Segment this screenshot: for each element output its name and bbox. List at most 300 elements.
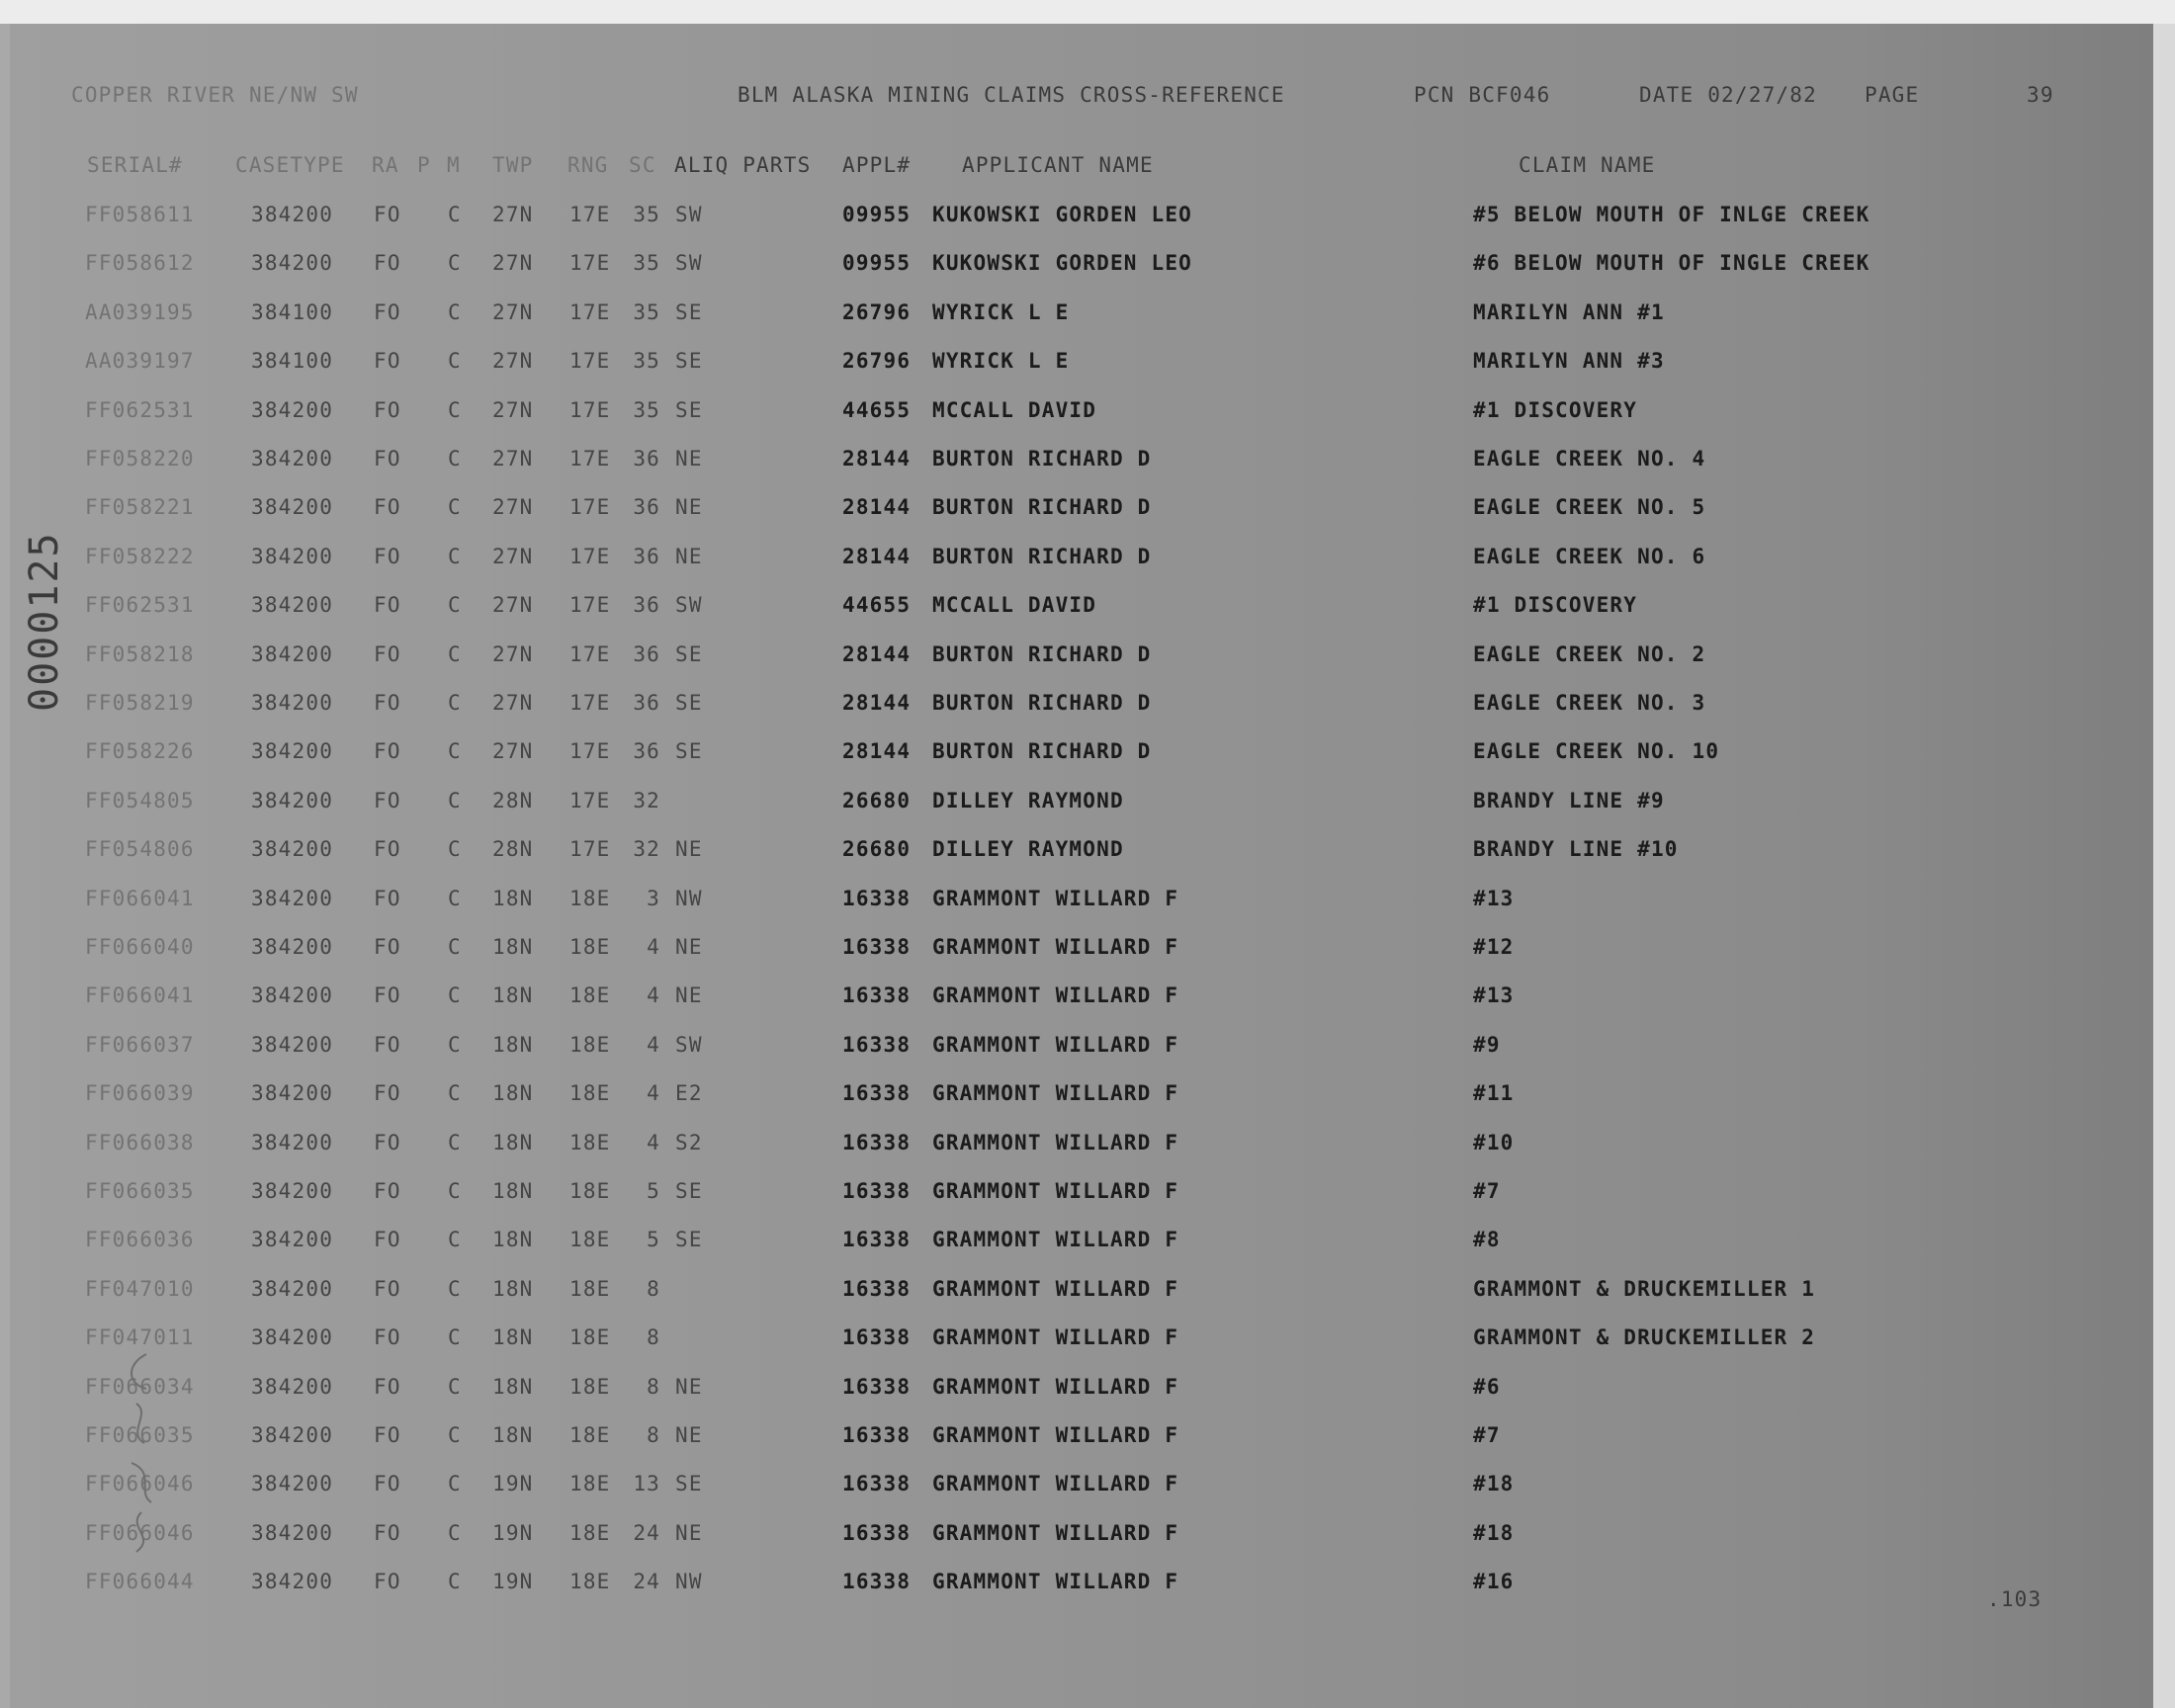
col-twp: TWP [492, 153, 534, 177]
cell-applicant: GRAMMONT WILLARD F [932, 1081, 1179, 1106]
cell-twp: 18N [492, 1179, 534, 1203]
cell-serial: FF058611 [85, 203, 195, 226]
cell-aliq: NW [675, 1570, 703, 1594]
cell-aliq: SW [675, 251, 703, 276]
cell-rng: 18E [569, 886, 611, 910]
cell-m: C [448, 739, 462, 764]
cell-claim: #9 [1473, 1032, 1501, 1057]
col-rng: RNG [567, 153, 609, 177]
cell-ra: FO [374, 1423, 401, 1447]
cell-twp: 27N [492, 691, 534, 715]
cell-applicant: BURTON RICHARD D [932, 691, 1152, 715]
cell-m: C [448, 788, 462, 812]
cell-aliq: SE [675, 739, 703, 764]
cell-m: C [448, 299, 462, 324]
cell-m: C [448, 1520, 462, 1545]
cell-casetype: 384200 [251, 983, 334, 1008]
report-date: DATE 02/27/82 [1639, 83, 1817, 107]
cell-m: C [448, 447, 462, 470]
cell-casetype: 384100 [251, 349, 334, 374]
cell-m: C [448, 1179, 462, 1203]
cell-twp: 18N [492, 1374, 534, 1399]
cell-serial: FF062531 [85, 593, 195, 618]
cell-rng: 17E [569, 593, 611, 618]
cell-serial: FF066041 [85, 886, 195, 910]
cell-ra: FO [374, 1520, 401, 1545]
cell-casetype: 384200 [251, 495, 334, 520]
cell-appl: 28144 [842, 739, 912, 764]
cell-twp: 18N [492, 1081, 534, 1106]
cell-serial: FF066035 [85, 1179, 195, 1203]
cell-appl: 26680 [842, 837, 912, 862]
cell-serial: FF066044 [85, 1570, 195, 1594]
cell-casetype: 384200 [251, 739, 334, 764]
cell-serial: AA039195 [85, 299, 195, 324]
cell-appl: 28144 [842, 641, 912, 666]
cell-claim: EAGLE CREEK NO. 3 [1473, 691, 1706, 715]
cell-serial: FF066038 [85, 1130, 195, 1154]
footer-code: .103 [1987, 1587, 2043, 1611]
cell-casetype: 384200 [251, 203, 334, 226]
cell-applicant: DILLEY RAYMOND [932, 788, 1124, 812]
cell-sc: 35 [633, 397, 660, 422]
cell-twp: 18N [492, 886, 534, 910]
cell-casetype: 384200 [251, 1276, 334, 1301]
cell-appl: 16338 [842, 1130, 912, 1154]
cell-sc: 4 [647, 935, 660, 959]
cell-applicant: GRAMMONT WILLARD F [932, 1570, 1179, 1594]
cell-appl: 16338 [842, 1179, 912, 1203]
cell-twp: 28N [492, 837, 534, 862]
cell-ra: FO [374, 1081, 401, 1106]
cell-ra: FO [374, 1472, 401, 1496]
col-applicant: APPLICANT NAME [962, 153, 1154, 177]
cell-claim: #16 [1473, 1570, 1515, 1594]
cell-m: C [448, 935, 462, 959]
cell-claim: #1 DISCOVERY [1473, 397, 1638, 422]
cell-claim: EAGLE CREEK NO. 2 [1473, 641, 1706, 666]
cell-twp: 27N [492, 203, 534, 226]
cell-m: C [448, 1228, 462, 1252]
cell-aliq: SE [675, 691, 703, 715]
cell-applicant: DILLEY RAYMOND [932, 837, 1124, 862]
cell-casetype: 384200 [251, 641, 334, 666]
cell-applicant: BURTON RICHARD D [932, 641, 1152, 666]
cell-m: C [448, 983, 462, 1008]
cell-sc: 36 [633, 641, 660, 666]
cell-serial: FF062531 [85, 397, 195, 422]
cell-rng: 17E [569, 837, 611, 862]
cell-twp: 28N [492, 788, 534, 812]
cell-rng: 17E [569, 691, 611, 715]
cell-appl: 16338 [842, 1570, 912, 1594]
cell-rng: 18E [569, 983, 611, 1008]
cell-ra: FO [374, 691, 401, 715]
cell-ra: FO [374, 983, 401, 1008]
cell-casetype: 384200 [251, 837, 334, 862]
cell-ra: FO [374, 299, 401, 324]
cell-casetype: 384200 [251, 1130, 334, 1154]
cell-casetype: 384200 [251, 1570, 334, 1594]
cell-ra: FO [374, 1374, 401, 1399]
right-edge [2153, 24, 2175, 1708]
cell-m: C [448, 349, 462, 374]
cell-twp: 18N [492, 983, 534, 1008]
cell-rng: 18E [569, 1130, 611, 1154]
cell-aliq: NE [675, 544, 703, 568]
cell-serial: FF066034 [85, 1374, 195, 1399]
cell-sc: 35 [633, 349, 660, 374]
cell-twp: 18N [492, 1228, 534, 1252]
cell-rng: 18E [569, 935, 611, 959]
cell-m: C [448, 495, 462, 520]
cell-applicant: GRAMMONT WILLARD F [932, 1325, 1179, 1350]
cell-twp: 18N [492, 1276, 534, 1301]
cell-claim: MARILYN ANN #1 [1473, 299, 1665, 324]
cell-ra: FO [374, 788, 401, 812]
cell-claim: #1 DISCOVERY [1473, 593, 1638, 618]
cell-casetype: 384200 [251, 1423, 334, 1447]
cell-claim: BRANDY LINE #10 [1473, 837, 1679, 862]
cell-ra: FO [374, 1032, 401, 1057]
cell-casetype: 384200 [251, 1374, 334, 1399]
cell-rng: 17E [569, 349, 611, 374]
cell-m: C [448, 1130, 462, 1154]
cell-twp: 27N [492, 593, 534, 618]
cell-claim: #8 [1473, 1228, 1501, 1252]
cell-sc: 4 [647, 1032, 660, 1057]
cell-claim: EAGLE CREEK NO. 5 [1473, 495, 1706, 520]
cell-ra: FO [374, 641, 401, 666]
cell-appl: 28144 [842, 691, 912, 715]
col-claim: CLAIM NAME [1519, 153, 1656, 177]
cell-rng: 17E [569, 251, 611, 276]
cell-serial: FF066035 [85, 1423, 195, 1447]
cell-applicant: GRAMMONT WILLARD F [932, 1374, 1179, 1399]
cell-appl: 44655 [842, 397, 912, 422]
cell-m: C [448, 1472, 462, 1496]
district-label: COPPER RIVER NE/NW SW [71, 83, 359, 107]
cell-applicant: GRAMMONT WILLARD F [932, 1228, 1179, 1252]
cell-sc: 4 [647, 983, 660, 1008]
cell-aliq: NW [675, 886, 703, 910]
cell-sc: 35 [633, 251, 660, 276]
cell-rng: 18E [569, 1228, 611, 1252]
cell-appl: 16338 [842, 1325, 912, 1350]
cell-applicant: GRAMMONT WILLARD F [932, 1276, 1179, 1301]
cell-appl: 16338 [842, 1032, 912, 1057]
cell-m: C [448, 1325, 462, 1350]
cell-applicant: MCCALL DAVID [932, 593, 1097, 618]
cell-applicant: GRAMMONT WILLARD F [932, 1032, 1179, 1057]
cell-aliq: NE [675, 1374, 703, 1399]
cell-m: C [448, 1032, 462, 1057]
cell-casetype: 384200 [251, 447, 334, 470]
cell-ra: FO [374, 1130, 401, 1154]
cell-applicant: GRAMMONT WILLARD F [932, 1130, 1179, 1154]
col-appl: APPL# [842, 153, 912, 177]
cell-ra: FO [374, 495, 401, 520]
cell-sc: 5 [647, 1228, 660, 1252]
cell-appl: 28144 [842, 447, 912, 470]
cell-claim: GRAMMONT & DRUCKEMILLER 2 [1473, 1325, 1816, 1350]
cell-sc: 24 [633, 1520, 660, 1545]
cell-applicant: GRAMMONT WILLARD F [932, 983, 1179, 1008]
cell-m: C [448, 1570, 462, 1594]
cell-rng: 18E [569, 1032, 611, 1057]
cell-serial: AA039197 [85, 349, 195, 374]
cell-casetype: 384200 [251, 251, 334, 276]
cell-casetype: 384200 [251, 788, 334, 812]
cell-appl: 26680 [842, 788, 912, 812]
cell-sc: 4 [647, 1081, 660, 1106]
cell-casetype: 384200 [251, 593, 334, 618]
cell-rng: 18E [569, 1374, 611, 1399]
cell-applicant: WYRICK L E [932, 349, 1070, 374]
cell-sc: 36 [633, 495, 660, 520]
cell-sc: 13 [633, 1472, 660, 1496]
col-sc: SC [629, 153, 656, 177]
cell-casetype: 384200 [251, 1325, 334, 1350]
cell-aliq: NE [675, 935, 703, 959]
cell-twp: 27N [492, 447, 534, 470]
cell-appl: 28144 [842, 544, 912, 568]
cell-applicant: GRAMMONT WILLARD F [932, 1423, 1179, 1447]
cell-applicant: WYRICK L E [932, 299, 1070, 324]
page-label: PAGE [1865, 83, 1920, 107]
cell-rng: 17E [569, 544, 611, 568]
cell-casetype: 384200 [251, 1472, 334, 1496]
cell-twp: 18N [492, 1325, 534, 1350]
cell-casetype: 384200 [251, 1228, 334, 1252]
cell-sc: 8 [647, 1276, 660, 1301]
cell-m: C [448, 1276, 462, 1301]
cell-serial: FF066041 [85, 983, 195, 1008]
cell-ra: FO [374, 397, 401, 422]
cell-aliq: SE [675, 641, 703, 666]
cell-sc: 8 [647, 1423, 660, 1447]
cell-aliq: E2 [675, 1081, 703, 1106]
cell-rng: 17E [569, 447, 611, 470]
cell-sc: 36 [633, 593, 660, 618]
cell-twp: 19N [492, 1520, 534, 1545]
cell-ra: FO [374, 1325, 401, 1350]
cell-sc: 32 [633, 837, 660, 862]
cell-appl: 44655 [842, 593, 912, 618]
cell-appl: 16338 [842, 1081, 912, 1106]
cell-aliq: NE [675, 983, 703, 1008]
cell-applicant: MCCALL DAVID [932, 397, 1097, 422]
cell-sc: 3 [647, 886, 660, 910]
cell-serial: FF058218 [85, 641, 195, 666]
cell-applicant: GRAMMONT WILLARD F [932, 1179, 1179, 1203]
cell-aliq: SW [675, 593, 703, 618]
cell-applicant: KUKOWSKI GORDEN LEO [932, 203, 1193, 226]
cell-twp: 27N [492, 544, 534, 568]
cell-ra: FO [374, 1228, 401, 1252]
cell-appl: 09955 [842, 203, 912, 226]
cell-sc: 8 [647, 1374, 660, 1399]
cell-sc: 35 [633, 299, 660, 324]
cell-twp: 18N [492, 935, 534, 959]
cell-appl: 16338 [842, 1276, 912, 1301]
cell-applicant: BURTON RICHARD D [932, 495, 1152, 520]
cell-sc: 36 [633, 447, 660, 470]
cell-sc: 36 [633, 544, 660, 568]
cell-twp: 27N [492, 641, 534, 666]
cell-appl: 16338 [842, 1520, 912, 1545]
cell-claim: #13 [1473, 886, 1515, 910]
cell-aliq: SW [675, 203, 703, 226]
cell-ra: FO [374, 544, 401, 568]
cell-rng: 18E [569, 1423, 611, 1447]
cell-claim: EAGLE CREEK NO. 4 [1473, 447, 1706, 470]
cell-serial: FF054805 [85, 788, 195, 812]
cell-aliq: NE [675, 1423, 703, 1447]
cell-casetype: 384200 [251, 1032, 334, 1057]
cell-m: C [448, 397, 462, 422]
cell-serial: FF047010 [85, 1276, 195, 1301]
cell-serial: FF058220 [85, 447, 195, 470]
cell-claim: #6 [1473, 1374, 1501, 1399]
cell-m: C [448, 544, 462, 568]
pcn-label: PCN BCF046 [1414, 83, 1551, 107]
cell-claim: MARILYN ANN #3 [1473, 349, 1665, 374]
cell-aliq: NE [675, 495, 703, 520]
cell-casetype: 384200 [251, 935, 334, 959]
col-m: M [447, 153, 461, 177]
page-number: 39 [2027, 83, 2054, 107]
cell-serial: FF054806 [85, 837, 195, 862]
cell-rng: 18E [569, 1325, 611, 1350]
cell-casetype: 384200 [251, 691, 334, 715]
cell-claim: EAGLE CREEK NO. 10 [1473, 739, 1720, 764]
cell-appl: 26796 [842, 299, 912, 324]
cell-ra: FO [374, 1276, 401, 1301]
cell-claim: BRANDY LINE #9 [1473, 788, 1665, 812]
cell-ra: FO [374, 349, 401, 374]
cell-m: C [448, 1423, 462, 1447]
cell-casetype: 384200 [251, 1081, 334, 1106]
cell-appl: 16338 [842, 1374, 912, 1399]
cell-rng: 18E [569, 1570, 611, 1594]
cell-m: C [448, 691, 462, 715]
cell-aliq: NE [675, 837, 703, 862]
cell-aliq: SE [675, 299, 703, 324]
cell-serial: FF058219 [85, 691, 195, 715]
left-edge [0, 24, 10, 1708]
cell-m: C [448, 251, 462, 276]
cell-ra: FO [374, 837, 401, 862]
cell-sc: 36 [633, 691, 660, 715]
cell-serial: FF066037 [85, 1032, 195, 1057]
cell-casetype: 384200 [251, 886, 334, 910]
cell-ra: FO [374, 886, 401, 910]
cell-applicant: GRAMMONT WILLARD F [932, 1520, 1179, 1545]
cell-sc: 8 [647, 1325, 660, 1350]
cell-twp: 27N [492, 739, 534, 764]
cell-rng: 17E [569, 739, 611, 764]
cell-claim: EAGLE CREEK NO. 6 [1473, 544, 1706, 568]
cell-serial: FF058226 [85, 739, 195, 764]
cell-claim: #10 [1473, 1130, 1515, 1154]
cell-ra: FO [374, 1179, 401, 1203]
cell-appl: 16338 [842, 1423, 912, 1447]
cell-serial: FF058612 [85, 251, 195, 276]
cell-serial: FF066040 [85, 935, 195, 959]
cell-rng: 17E [569, 397, 611, 422]
cell-casetype: 384200 [251, 1520, 334, 1545]
col-ra: RA [372, 153, 399, 177]
cell-aliq: SE [675, 1179, 703, 1203]
cell-m: C [448, 641, 462, 666]
cell-rng: 17E [569, 299, 611, 324]
cell-sc: 4 [647, 1130, 660, 1154]
cell-appl: 16338 [842, 1472, 912, 1496]
cell-twp: 27N [492, 299, 534, 324]
cell-ra: FO [374, 1570, 401, 1594]
cell-casetype: 384100 [251, 299, 334, 324]
cell-m: C [448, 886, 462, 910]
cell-claim: #7 [1473, 1423, 1501, 1447]
cell-appl: 28144 [842, 495, 912, 520]
cell-twp: 18N [492, 1130, 534, 1154]
cell-aliq: S2 [675, 1130, 703, 1154]
cell-sc: 36 [633, 739, 660, 764]
cell-casetype: 384200 [251, 1179, 334, 1203]
cell-applicant: BURTON RICHARD D [932, 447, 1152, 470]
cell-rng: 17E [569, 788, 611, 812]
cell-ra: FO [374, 203, 401, 226]
cell-rng: 17E [569, 495, 611, 520]
cell-ra: FO [374, 739, 401, 764]
cell-claim: #12 [1473, 935, 1515, 959]
cell-aliq: NE [675, 447, 703, 470]
cell-aliq: SE [675, 1472, 703, 1496]
cell-m: C [448, 593, 462, 618]
cell-sc: 32 [633, 788, 660, 812]
cell-applicant: GRAMMONT WILLARD F [932, 935, 1179, 959]
col-aliq: ALIQ PARTS [674, 153, 812, 177]
stamp-number: 0000125 [22, 531, 67, 712]
cell-casetype: 384200 [251, 544, 334, 568]
cell-applicant: GRAMMONT WILLARD F [932, 1472, 1179, 1496]
cell-twp: 18N [492, 1032, 534, 1057]
cell-applicant: BURTON RICHARD D [932, 739, 1152, 764]
cell-rng: 18E [569, 1276, 611, 1301]
cell-claim: #13 [1473, 983, 1515, 1008]
cell-twp: 27N [492, 495, 534, 520]
cell-aliq: SE [675, 1228, 703, 1252]
cell-ra: FO [374, 447, 401, 470]
col-serial: SERIAL# [87, 153, 183, 177]
cell-serial: FF066036 [85, 1228, 195, 1252]
handwritten-mark [117, 1344, 166, 1562]
cell-twp: 19N [492, 1472, 534, 1496]
cell-rng: 17E [569, 203, 611, 226]
cell-claim: #18 [1473, 1472, 1515, 1496]
cell-claim: #18 [1473, 1520, 1515, 1545]
cell-claim: GRAMMONT & DRUCKEMILLER 1 [1473, 1276, 1816, 1301]
cell-aliq: SE [675, 349, 703, 374]
cell-serial: FF066046 [85, 1472, 195, 1496]
col-p: P [417, 153, 431, 177]
cell-ra: FO [374, 593, 401, 618]
cell-claim: #11 [1473, 1081, 1515, 1106]
cell-m: C [448, 1081, 462, 1106]
cell-twp: 18N [492, 1423, 534, 1447]
cell-m: C [448, 1374, 462, 1399]
